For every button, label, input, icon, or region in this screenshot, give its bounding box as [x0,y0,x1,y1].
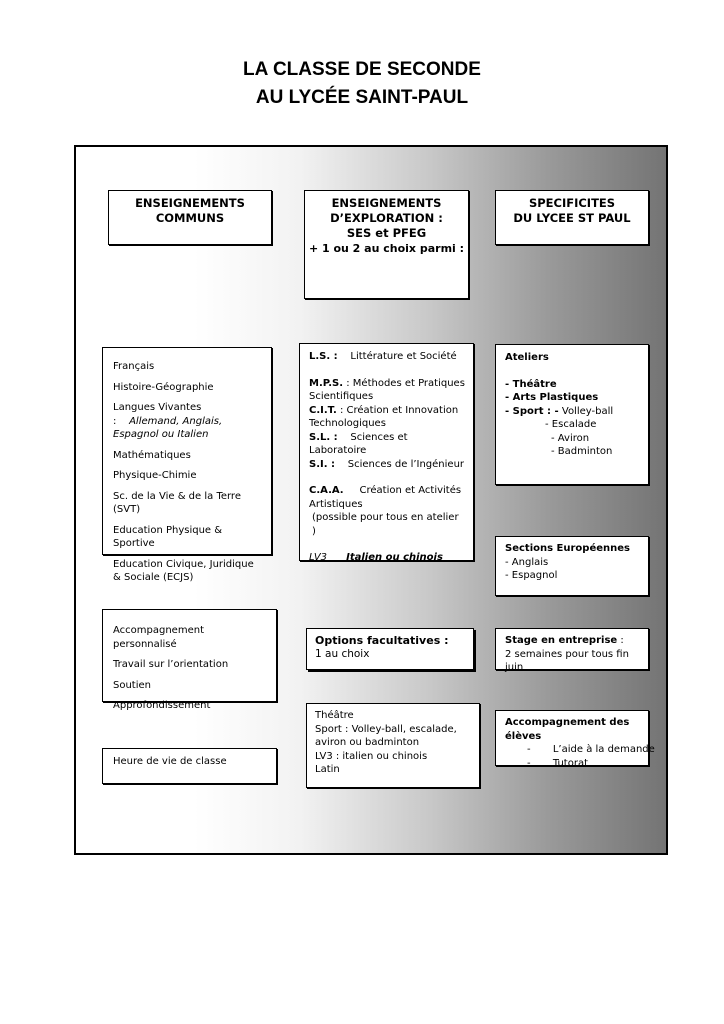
cit-text: : Création et Innovation Technologiques [309,404,459,429]
communs-item: Sc. de la Vie & de la Terre (SVT) [113,490,241,515]
cit-code: C.I.T. [309,404,337,416]
sections-item: - Espagnol [505,570,558,581]
si-code: S.I. : [309,458,336,470]
header-specificites-line2: DU LYCEE ST PAUL [513,211,631,225]
ateliers-sport-item: - Badminton [551,446,613,457]
options-list-box [306,703,480,788]
eleves-title: Accompagnement des élèves [505,717,630,742]
communs-item: Français [113,361,155,372]
communs-langues-label: Langues Vivantes : [113,402,202,427]
lv3-text: Italien ou chinois [346,552,443,563]
header-communs-line1: ENSEIGNEMENTS [135,196,245,210]
header-communs [108,190,272,245]
stage-title-suffix: : [617,635,624,646]
ls-code: L.S. : [309,351,338,362]
mps-code: M.P.S. [309,377,344,389]
sl-code: S.L. : [309,431,338,443]
options-title: Options facultatives : [315,634,449,647]
options-header-box [306,628,474,670]
caa-note: (possible pour tous en atelier ) [312,512,459,537]
communs-item: Education Physique & Sportive [113,524,223,549]
ateliers-sport-first: Volley-ball [561,405,614,417]
header-exploration-line4: + 1 ou 2 au choix parmi : [308,242,465,255]
options-item: Latin [315,764,340,775]
ateliers-sport-item: - Escalade [545,419,597,430]
sl-text: Sciences et Laboratoire [309,431,408,456]
accompagnement-item: Travail sur l’orientation [113,659,229,670]
ateliers-arts: - Arts Plastiques [505,392,599,403]
sections-box [495,536,649,596]
exploration-detail-box [299,343,474,561]
si-text: Sciences de l’Ingénieur [347,458,465,470]
caa-code: C.A.A. [309,485,344,496]
options-item: Théâtre [315,710,354,721]
accompagnement-box [102,609,277,711]
sections-title: Sections Européennes [505,543,630,554]
ateliers-sport-label: - Sport : - [505,405,559,417]
eleves-item: - L’aide à la demande [527,744,655,755]
header-specificites [495,190,649,245]
vie-classe-text: Heure de vie de classe [113,756,227,767]
page-title-line2: AU LYCÉE SAINT-PAUL [255,87,469,108]
header-exploration-line1: ENSEIGNEMENTS [331,196,442,210]
eleves-item: - Tutorat [527,757,588,769]
ateliers-theatre: - Théâtre [505,378,557,390]
ateliers-title: Ateliers [505,352,549,363]
eleves-box [495,710,655,769]
header-exploration-line2: D’EXPLORATION : [330,211,443,225]
communs-item [113,401,263,442]
ateliers-box [495,344,649,485]
communs-item: Histoire-Géographie [113,381,214,393]
options-item: Sport : Volley-ball, escalade, aviron ou badminton [315,723,457,748]
lv3-code: LV3 [309,552,328,563]
accompagnement-item: Approfondissement [113,700,211,711]
header-exploration [304,190,469,299]
options-item: LV3 : italien ou chinois [315,750,428,762]
header-communs-line2: COMMUNS [155,211,225,225]
stage-box [495,628,649,673]
options-subtitle: 1 au choix [315,647,370,660]
mps-text: : Méthodes et Pratiques Scientifiques [309,377,465,402]
accompagnement-item: Soutien [113,679,151,691]
communs-list-box [102,347,272,583]
caa-text: Création et Activités Artistiques [309,485,462,510]
communs-langues-detail: Allemand, Anglais, Espagnol ou Italien [113,415,223,440]
stage-title: Stage en entreprise [505,635,618,646]
communs-item: Education Civique, Juridique & Sociale (ECJS) [113,558,254,583]
vie-classe-box [102,748,277,784]
stage-text: 2 semaines pour tous fin juin [505,648,629,673]
sections-item: - Anglais [505,556,549,568]
communs-item: Physique-Chimie [113,470,197,481]
accompagnement-item: Accompagnement personnalisé [113,625,204,650]
ls-text: Littérature et Société [350,351,457,362]
ateliers-sport-item: - Aviron [551,432,590,444]
header-exploration-line3: SES et PFEG [346,226,427,240]
page-title-line1: LA CLASSE DE SECONDE [243,59,481,80]
header-specificites-line1: SPECIFICITES [528,196,616,210]
communs-item: Mathématiques [113,449,191,461]
